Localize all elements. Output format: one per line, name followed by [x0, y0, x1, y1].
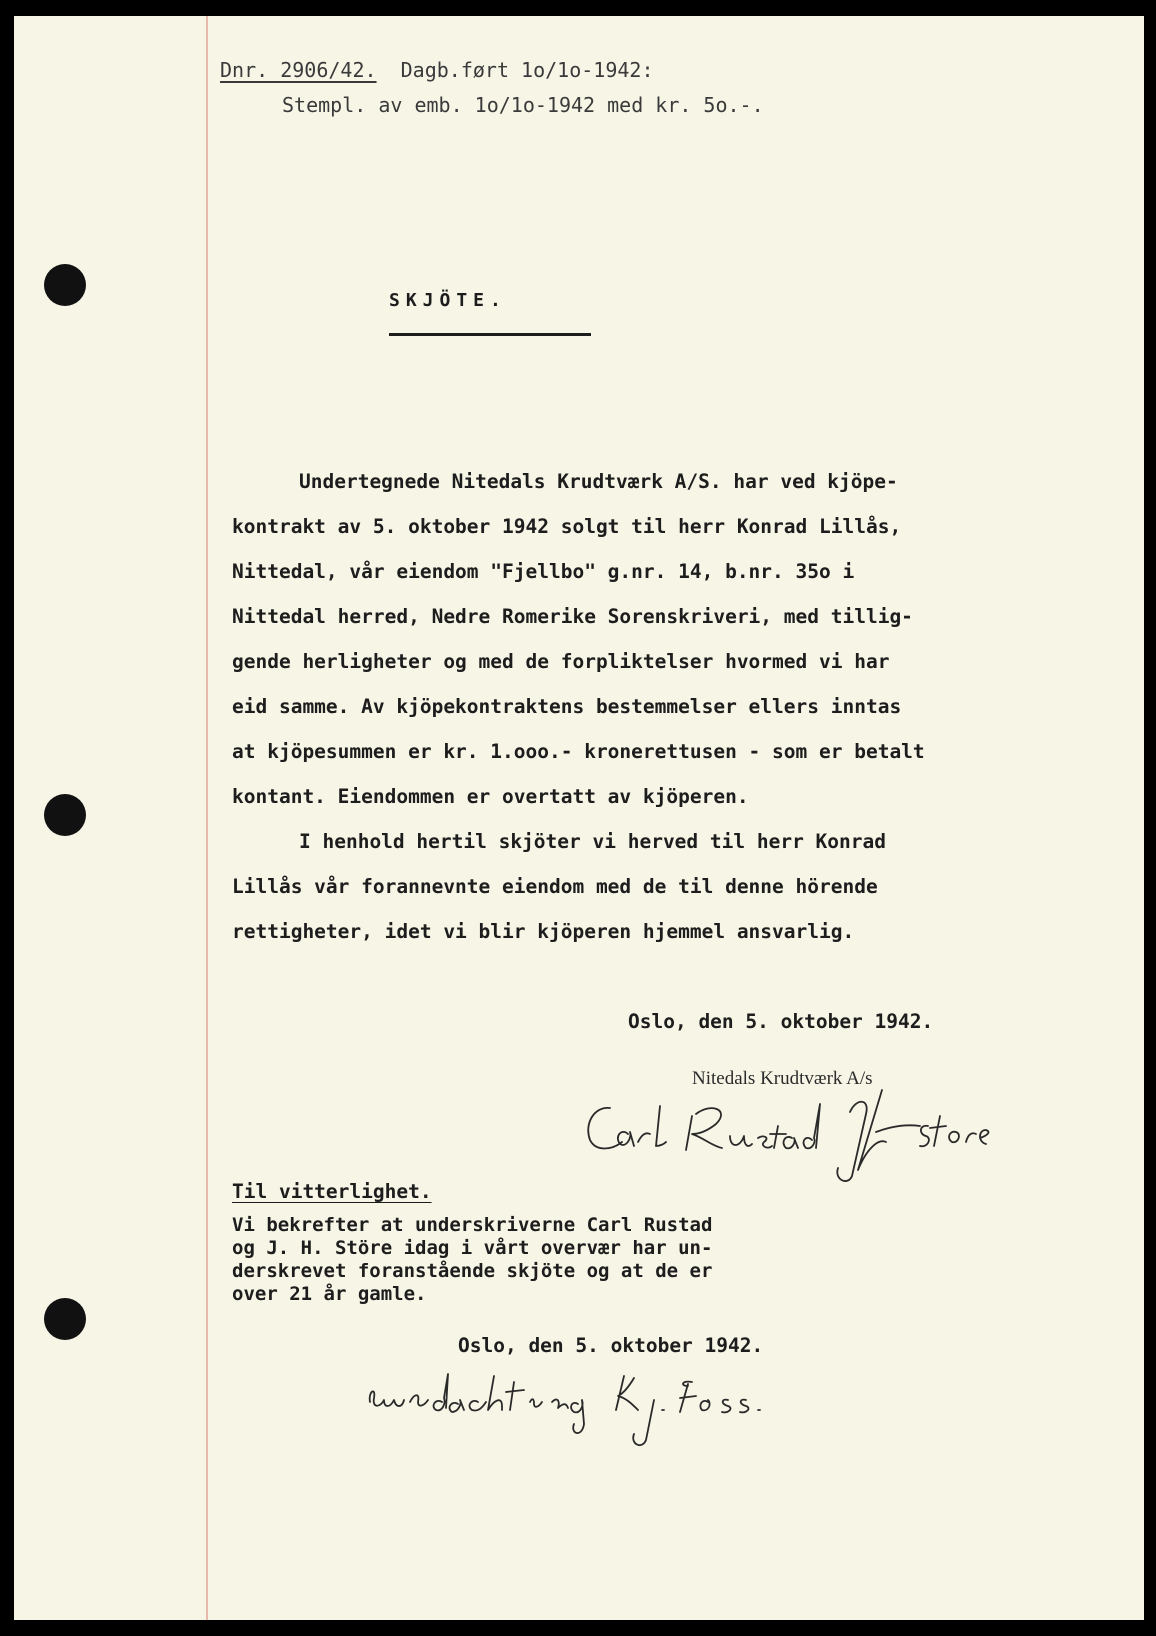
witness-signatures-icon	[362, 1362, 822, 1462]
stamp-duty-line: Stempl. av emb. 1o/1o-1942 med kr. 5o.-.	[282, 93, 764, 117]
company-stamp: Nitedals Krudtværk A/s	[692, 1068, 873, 1089]
header-registration-line	[220, 58, 654, 82]
body-line-11: rettigheter, idet vi blir kjöperen hjemmel ansvarlig.	[232, 920, 855, 943]
body-line-7: at kjöpesummen er kr. 1.ooo.- kronerettusen - som er betalt	[232, 740, 925, 763]
witness-line-1: Vi bekrefter at underskriverne Carl Rustad	[232, 1214, 713, 1236]
witness-line-2: og J. H. Störe idag i vårt overvær har un-	[232, 1237, 713, 1259]
body-line-4: Nittedal herred, Nedre Romerike Sorenskriveri, med tillig-	[232, 605, 913, 628]
body-line-2: kontrakt av 5. oktober 1942 solgt til herr Konrad Lillås,	[232, 515, 902, 538]
margin-line	[206, 16, 208, 1620]
punch-hole-middle	[44, 794, 86, 836]
punch-hole-top	[44, 264, 86, 306]
body-line-10: Lillås vår forannevnte eiendom med de til denne hörende	[232, 875, 878, 898]
document-title: SKJÖTE.	[389, 290, 507, 311]
punch-hole-bottom	[44, 1298, 86, 1340]
title-underline	[389, 333, 591, 336]
place-date: Oslo, den 5. oktober 1942.	[628, 1010, 934, 1033]
witness-heading: Til vitterlighet.	[232, 1180, 432, 1203]
body-line-8: kontant. Eiendommen er overtatt av kjöperen.	[232, 785, 749, 808]
journal-date: Dagb.ført 1o/1o-1942:	[400, 58, 654, 82]
document-number: Dnr. 2906/42.	[220, 58, 377, 82]
document-page	[14, 16, 1144, 1620]
body-line-6: eid samme. Av kjöpekontraktens bestemmelser ellers inntas	[232, 695, 902, 718]
body-line-3: Nittedal, vår eiendom "Fjellbo" g.nr. 14, b.nr. 35o i	[232, 560, 855, 583]
witness-line-4: over 21 år gamle.	[232, 1283, 427, 1305]
seller-signatures-icon	[580, 1076, 1000, 1186]
body-line-9: I henhold hertil skjöter vi herved til herr Konrad	[299, 830, 886, 853]
witness-place-date: Oslo, den 5. oktober 1942.	[458, 1334, 764, 1357]
body-line-5: gende herligheter og med de forpliktelser hvormed vi har	[232, 650, 890, 673]
witness-line-3: derskrevet foranstående skjöte og at de er	[232, 1260, 713, 1282]
body-line-1: Undertegnede Nitedals Krudtværk A/S. har ved kjöpe-	[299, 470, 898, 493]
